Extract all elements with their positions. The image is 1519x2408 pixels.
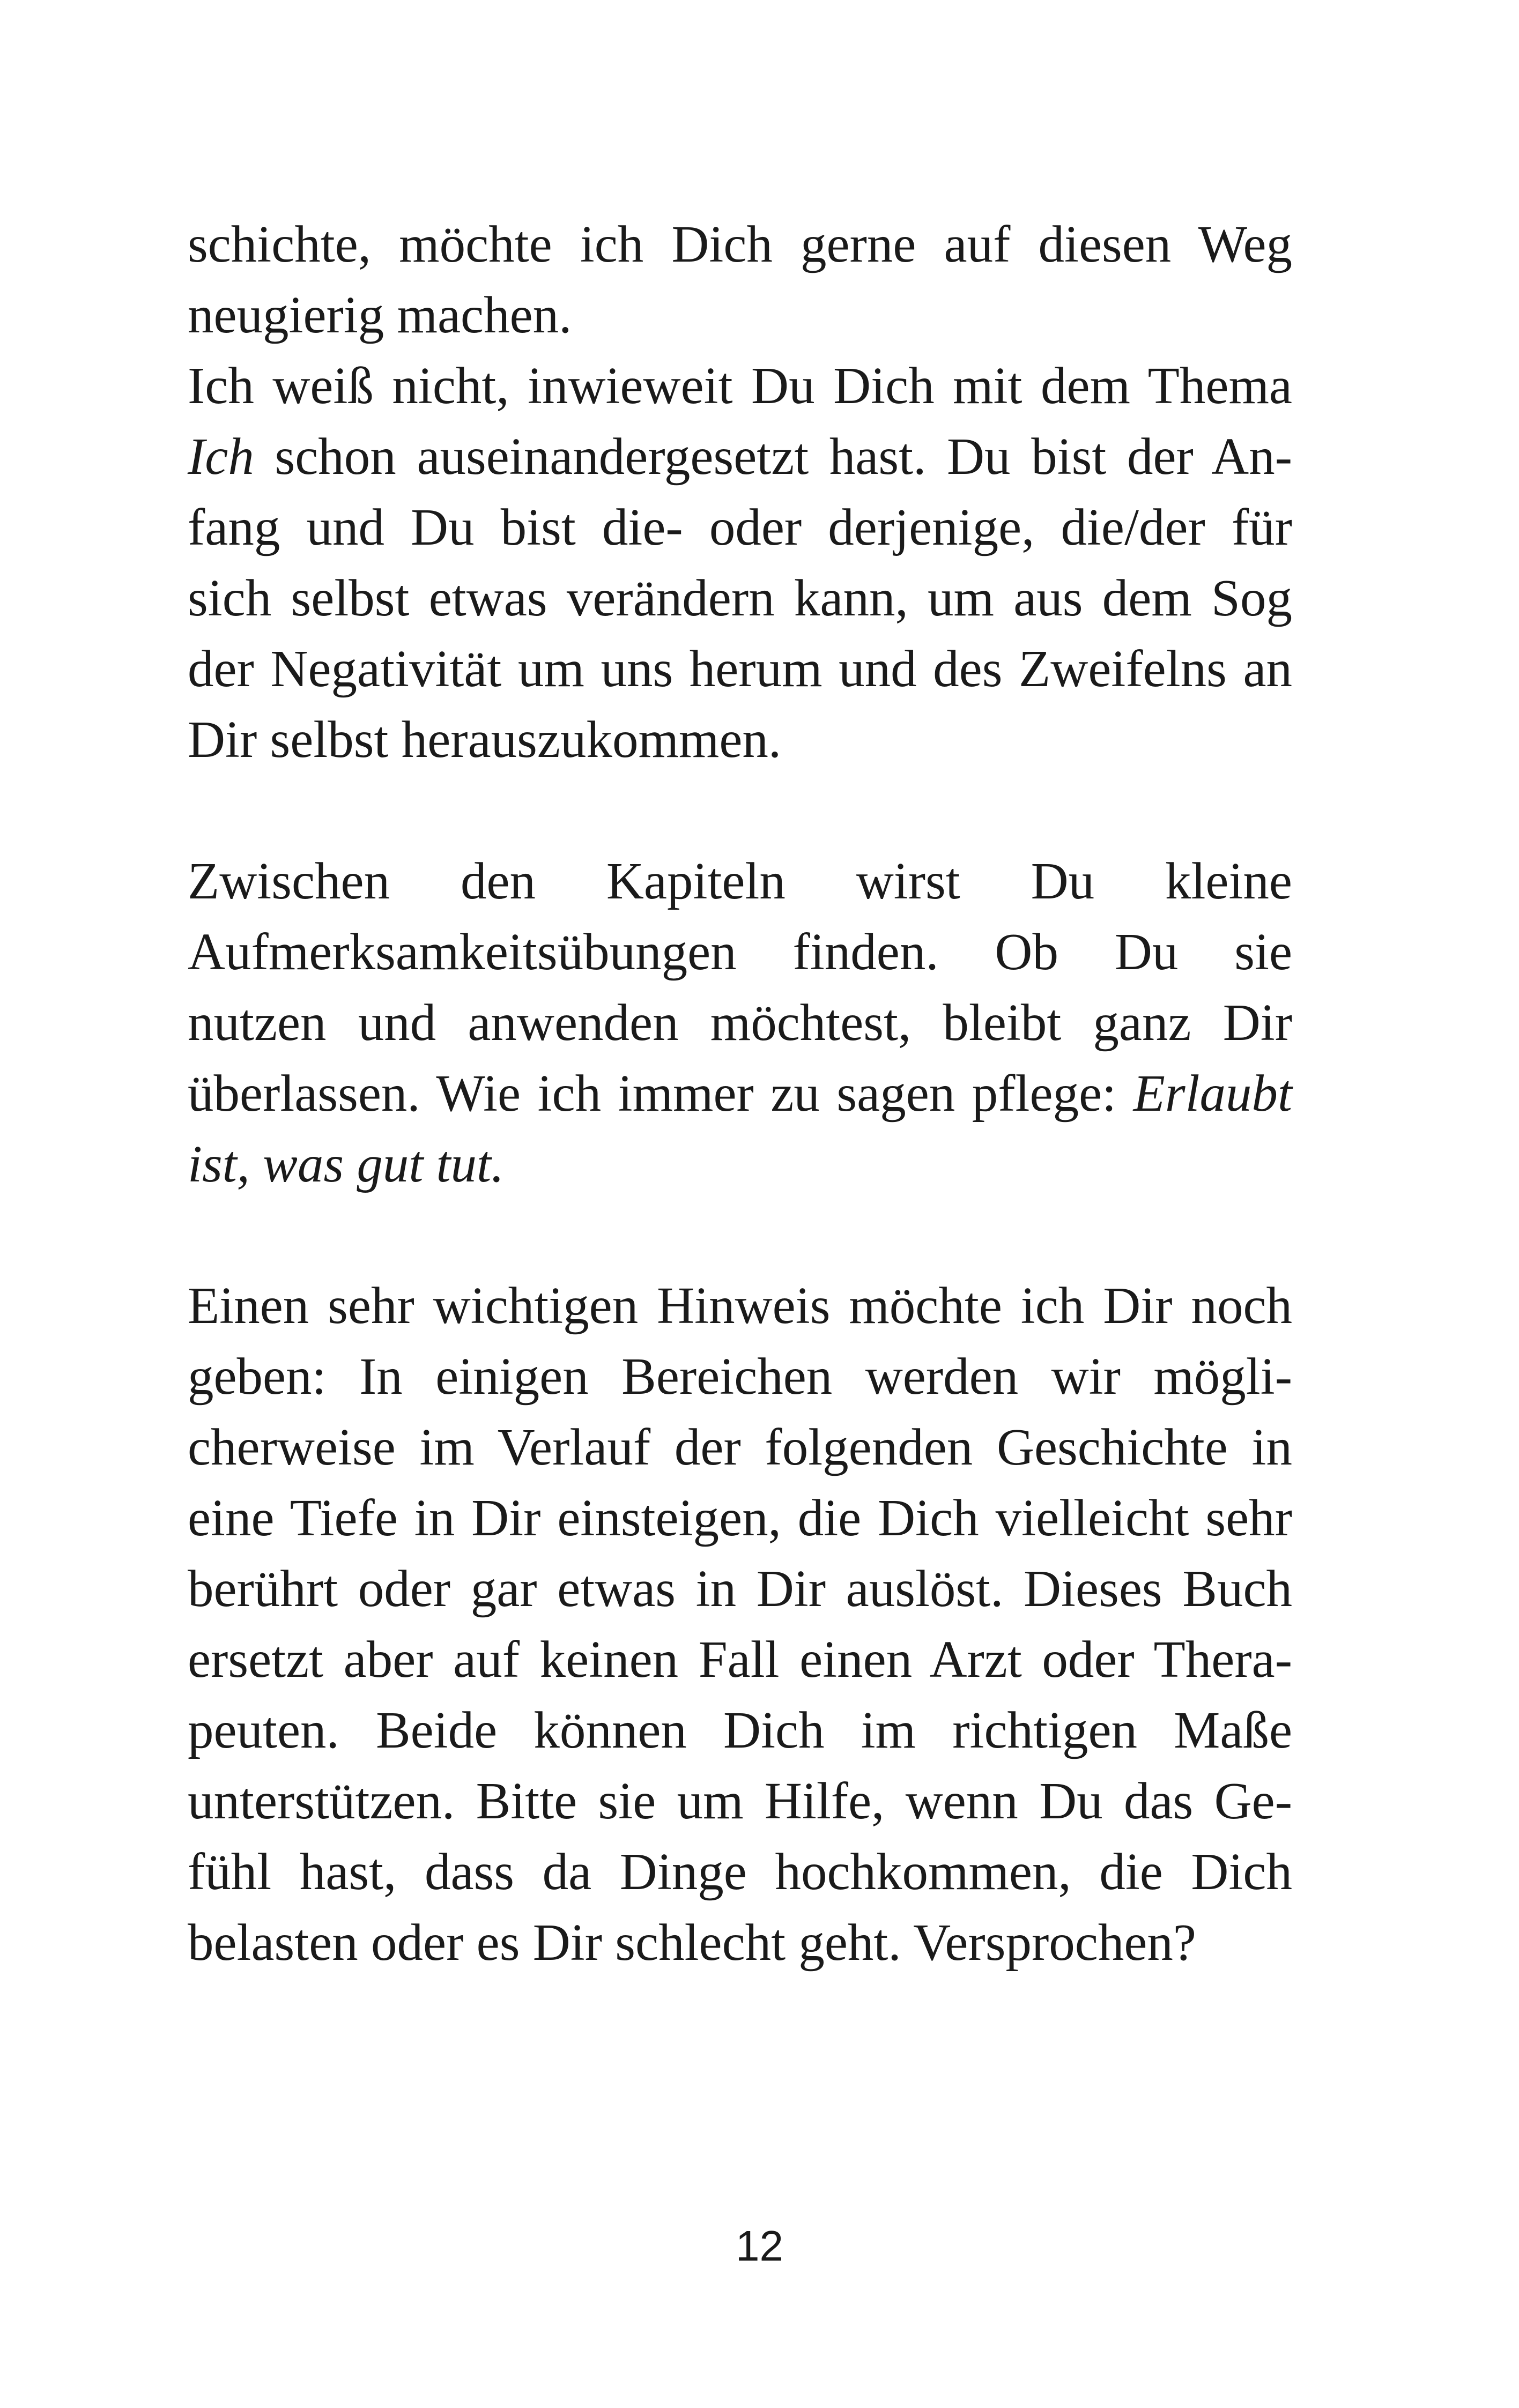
text-line: Aufmerksamkeitsübungen finden. Ob Du sie [188,923,1292,980]
text-line: eine Tiefe in Dir einsteigen, die Dich vielleicht sehr [188,1489,1292,1547]
paragraph-3 [188,1270,1292,1978]
text-line: ist, was gut tut. [188,1135,505,1193]
text-line: der Negativität um uns herum und des Zweifelns an [188,640,1292,697]
text-line: peuten. Beide können Dich im richtigen Maße [188,1701,1292,1759]
text-line: belasten oder es Dir schlecht geht. Versprochen? [188,1914,1196,1971]
text-line: berührt oder gar etwas in Dir auslöst. Dieses Buch [188,1560,1292,1617]
text-line: Ich schon auseinandergesetzt hast. Du bist der An- [188,428,1292,485]
text-line: cherweise im Verlauf der folgenden Geschichte in [188,1418,1292,1476]
text-line: geben: In einigen Bereichen werden wir mögli- [188,1348,1292,1405]
text-line: nutzen und anwenden möchtest, bleibt ganz Dir [188,994,1292,1051]
body-text [188,209,1292,1978]
text-line: fang und Du bist die- oder derjenige, die/der für [188,499,1292,556]
text-line: ersetzt aber auf keinen Fall einen Arzt oder Thera- [188,1631,1292,1688]
paragraph-2 [188,846,1292,1200]
page-number: 12 [736,2222,783,2270]
text-line: sich selbst etwas verändern kann, um aus dem Sog [188,569,1292,627]
text-line: Ich weiß nicht, inwieweit Du Dich mit dem Thema [188,357,1292,414]
text-line: Einen sehr wichtigen Hinweis möchte ich Dir noch [188,1277,1292,1334]
text-line: neugierig machen. [188,286,572,344]
text-line: unterstützen. Bitte sie um Hilfe, wenn Du das Ge- [188,1772,1292,1830]
paragraph-gap [188,775,1292,846]
text-line: schichte, möchte ich Dich gerne auf diesen Weg [188,215,1292,273]
paragraph-gap [188,1200,1292,1270]
text-line: Dir selbst herauszukommen. [188,711,782,768]
paragraph-1 [188,209,1292,775]
text-line: Zwischen den Kapiteln wirst Du kleine [188,852,1292,910]
text-line: fühl hast, dass da Dinge hochkommen, die Dich [188,1843,1292,1900]
text-line: überlassen. Wie ich immer zu sagen pflege: Erlaubt [188,1065,1292,1122]
